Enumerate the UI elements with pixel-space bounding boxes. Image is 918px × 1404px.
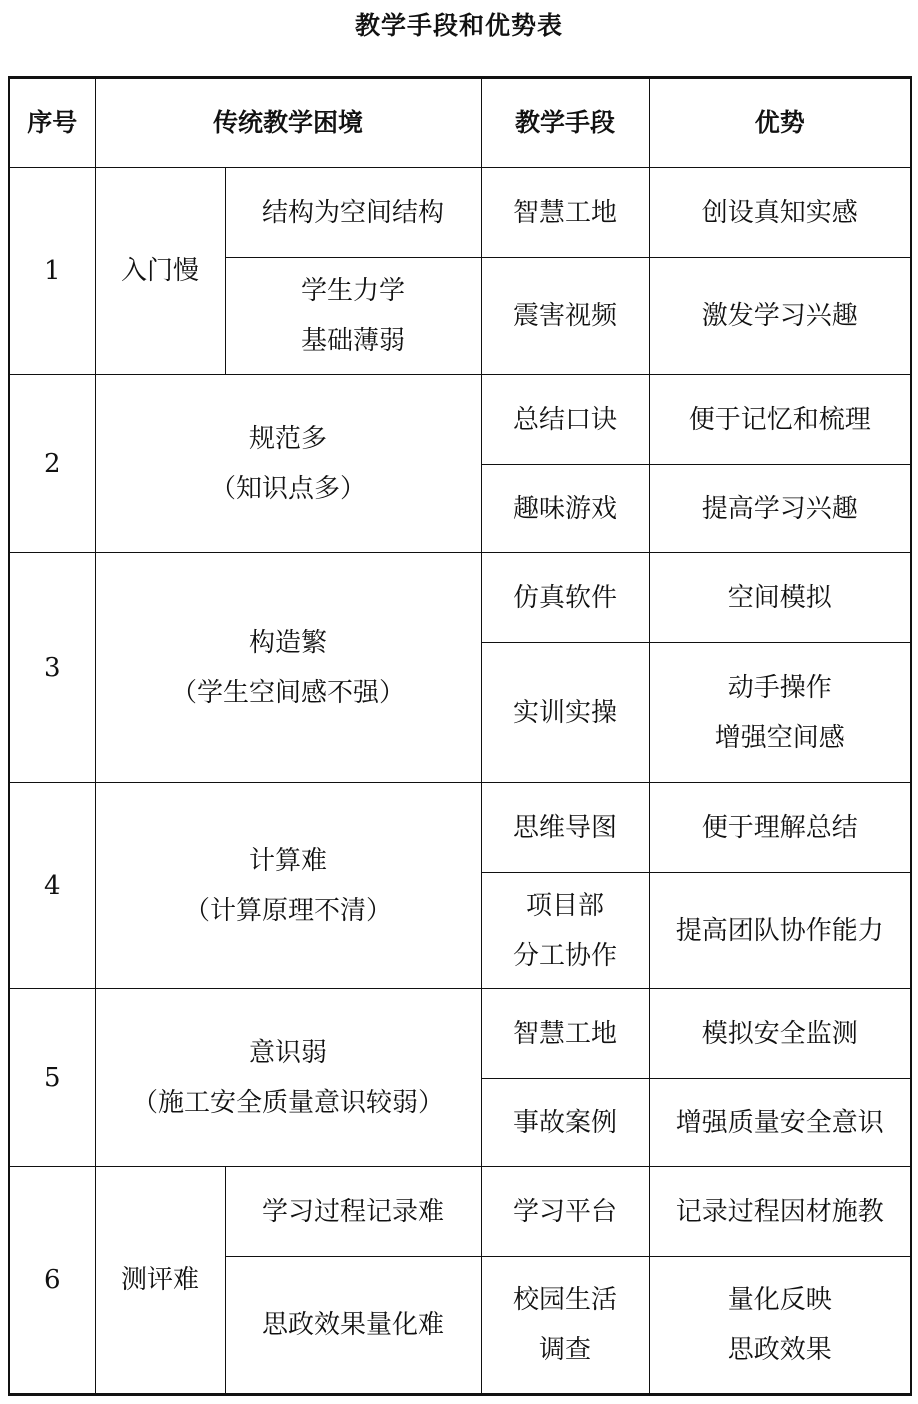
means-cell: 智慧工地: [481, 168, 649, 258]
means-cell: 仿真软件: [481, 553, 649, 643]
row-number: 6: [9, 1167, 95, 1395]
means-cell: 趣味游戏: [481, 465, 649, 553]
header-no: 序号: [9, 78, 95, 168]
advantage-cell: 空间模拟: [649, 553, 911, 643]
means-cell: 项目部 分工协作: [481, 873, 649, 989]
advantage-cell: 增强质量安全意识: [649, 1079, 911, 1167]
advantage-cell: 激发学习兴趣: [649, 258, 911, 375]
row-number: 4: [9, 783, 95, 989]
means-cell: 震害视频: [481, 258, 649, 375]
means-cell: 实训实操: [481, 643, 649, 783]
row-number: 3: [9, 553, 95, 783]
table-row: [9, 553, 911, 643]
means-cell: 校园生活 调查: [481, 1257, 649, 1395]
header-means: 教学手段: [481, 78, 649, 168]
dilemma-detail: 思政效果量化难: [225, 1257, 481, 1395]
header-row: [9, 78, 911, 168]
means-cell: 事故案例: [481, 1079, 649, 1167]
table-row: [9, 989, 911, 1079]
table-title: 教学手段和优势表: [354, 11, 563, 40]
dilemma-cell: 计算难 （计算原理不清）: [95, 783, 481, 989]
table-row: [9, 783, 911, 873]
row-number: 2: [9, 375, 95, 553]
dilemma-cell: 规范多 （知识点多）: [95, 375, 481, 553]
advantage-cell: 记录过程因材施教: [649, 1167, 911, 1257]
advantage-cell: 提高学习兴趣: [649, 465, 911, 553]
row-number: 1: [9, 168, 95, 375]
dilemma-cell: 构造繁 （学生空间感不强）: [95, 553, 481, 783]
means-cell: 总结口诀: [481, 375, 649, 465]
advantage-cell: 便于理解总结: [649, 783, 911, 873]
means-advantage-table: [8, 76, 912, 1396]
dilemma-detail: 学习过程记录难: [225, 1167, 481, 1257]
advantage-cell: 量化反映 思政效果: [649, 1257, 911, 1395]
header-dilemma: 传统教学困境: [95, 78, 481, 168]
advantage-cell: 动手操作 增强空间感: [649, 643, 911, 783]
table-row: [9, 375, 911, 465]
advantage-cell: 便于记忆和梳理: [649, 375, 911, 465]
means-cell: 学习平台: [481, 1167, 649, 1257]
dilemma-cell: 入门慢: [95, 168, 225, 375]
header-advantage: 优势: [649, 78, 911, 168]
means-cell: 思维导图: [481, 783, 649, 873]
advantage-cell: 提高团队协作能力: [649, 873, 911, 989]
table-row: [9, 168, 911, 258]
dilemma-cell: 意识弱 （施工安全质量意识较弱）: [95, 989, 481, 1167]
table-row: [9, 1167, 911, 1257]
row-number: 5: [9, 989, 95, 1167]
dilemma-detail: 结构为空间结构: [225, 168, 481, 258]
dilemma-detail: 学生力学 基础薄弱: [225, 258, 481, 375]
means-cell: 智慧工地: [481, 989, 649, 1079]
advantage-cell: 创设真知实感: [649, 168, 911, 258]
advantage-cell: 模拟安全监测: [649, 989, 911, 1079]
dilemma-cell: 测评难: [95, 1167, 225, 1395]
